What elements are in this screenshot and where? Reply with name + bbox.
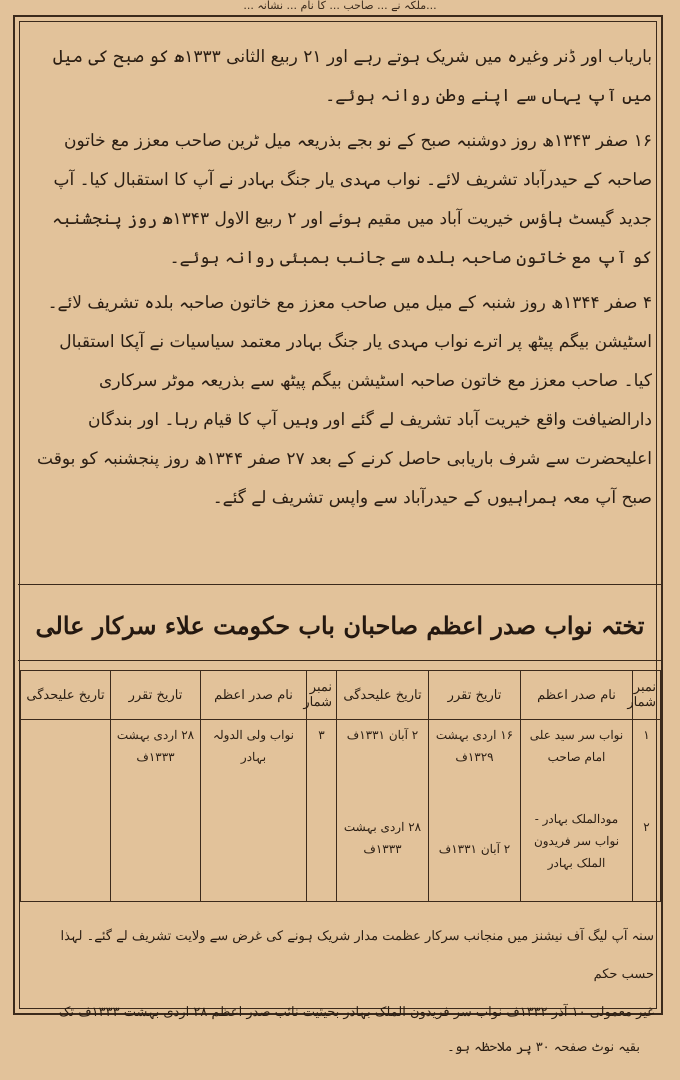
header-retired-1: تاریخ علیحدگی (337, 671, 429, 720)
footnote-line-2: غیر معمولی ۱۰ آذر ۱۳۳۲ف نواب سر فریدون الملک بہادر بحیثیت نائب صدر اعظم ۲۸ اردی بہشت ۱۳۳۳ف تک (58, 1005, 654, 1020)
section-divider-bottom (18, 660, 662, 661)
table-row (21, 720, 661, 902)
paragraph-1: باریاب اور ڈنر وغیرہ میں شریک ہوتے رہے اور ۲۱ ربیع الثانی ۱۳۳۳ھ کو صبح کی میل میں آپ یہاں سے اپنے وطن روانہ ہوئے۔ (53, 47, 652, 106)
section-divider-top (18, 584, 662, 585)
table-cell-serial (633, 720, 661, 902)
row1-serial: ۱ (643, 728, 650, 742)
top-cropped-text: ...ملکہ نے ... صاحب ... کا نام ... نشانہ ... (243, 0, 437, 12)
row1-appointed: ۱۶ اردی بہشت ۱۳۲۹ف (435, 728, 514, 764)
header-serial-2: نمبر شمار (307, 671, 337, 720)
row2-name: مودالملک بہادر - نواب سر فریدون الملک بہادر (533, 812, 620, 870)
table-cell-appointed-2 (111, 720, 201, 902)
body-text (28, 38, 652, 558)
row1-retired: ۲ آبان ۱۳۳۱ف (346, 728, 419, 742)
prime-ministers-table (20, 670, 661, 902)
row2-serial: ۲ (643, 820, 650, 834)
table-cell-name (521, 720, 633, 902)
table-header-row (21, 671, 661, 720)
continuation-note: بقیہ نوٹ صفحہ ۳۰ پر ملاحظہ ہو۔ (447, 1040, 640, 1055)
table-cell-retired (337, 720, 429, 902)
row2-retired: ۲۸ اردی بہشت ۱۳۳۳ف (343, 820, 422, 856)
table-cell-serial-2 (307, 720, 337, 902)
header-retired-2: تاریخ علیحدگی (21, 671, 111, 720)
table-cell-retired-2 (21, 720, 111, 902)
header-appointed-1: تاریخ تقرر (429, 671, 521, 720)
table-cell-appointed (429, 720, 521, 902)
header-appointed-2: تاریخ تقرر (111, 671, 201, 720)
row1-serial-2: ۳ (318, 728, 325, 742)
row1-name: نواب سر سید علی امام صاحب (529, 728, 624, 764)
footnote-line-1: سنہ آپ لیگ آف نیشنز میں منجانب سرکار عظمت مدار شریک ہونے کی غرض سے ولایت تشریف لے گئے۔ لہذا حسب حکم (60, 929, 654, 982)
paragraph-3: ۴ صفر ۱۳۴۴ھ روز شنبہ کے میل میں صاحب معزز مع خاتون صاحبہ بلدہ تشریف لائے۔ اسٹیشن بیگم پیٹھ پر اترے نواب مہدی یار جنگ بہادر معتمد سیاسیات نے آپکا استقبال کیا۔ صاحب معزز مع خاتون صاحبہ اسٹیشن بیگم پیٹھ سے بذریعہ موٹر سرکاری دارالضیافت واقع خیریت آباد تشریف لے گئے اور وہیں آپ کا قیام رہا۔ اور بندگان اعلیحضرت سے شرف باریابی حاصل کرنے کے بعد ۲۷ صفر ۱۳۴۴ھ روز پنجشنبہ کو بوقت صبح آپ معہ ہمراہیوں کے حیدرآباد سے واپس تشریف لے گئے۔ (37, 293, 652, 508)
table-title: تختہ نواب صدر اعظم صاحبان باب حکومت علاء سرکار عالی (35, 611, 645, 640)
header-name-2: نام صدر اعظم (201, 671, 307, 720)
row1-name-2: نواب ولی الدولہ بہادر (212, 728, 295, 764)
row2-appointed: ۲ آبان ۱۳۳۱ف (438, 842, 511, 856)
paragraph-2: ۱۶ صفر ۱۳۴۳ھ روز دوشنبہ صبح کے نو بجے بذریعہ میل ٹرین صاحب معزز مع خاتون صاحبہ کے حیدرآباد تشریف لائے۔ نواب مہدی یار جنگ بہادر نے آپ کا استقبال کیا۔ آپ جدید گیسٹ ہاؤس خیریت آباد میں مقیم ہوئے اور ۲ ربیع الاول ۱۳۴۳ھ روز پنجشنبہ کو آپ مع خاتون صاحبہ بلدہ سے جانب بمبئی روانہ ہوئے۔ (52, 131, 652, 268)
header-name-1: نام صدر اعظم (521, 671, 633, 720)
header-serial-1: نمبر شمار (633, 671, 661, 720)
footnote (26, 918, 654, 1020)
row1-appointed-2: ۲۸ اردی بہشت ۱۳۳۳ف (116, 728, 195, 764)
table-cell-name-2 (201, 720, 307, 902)
